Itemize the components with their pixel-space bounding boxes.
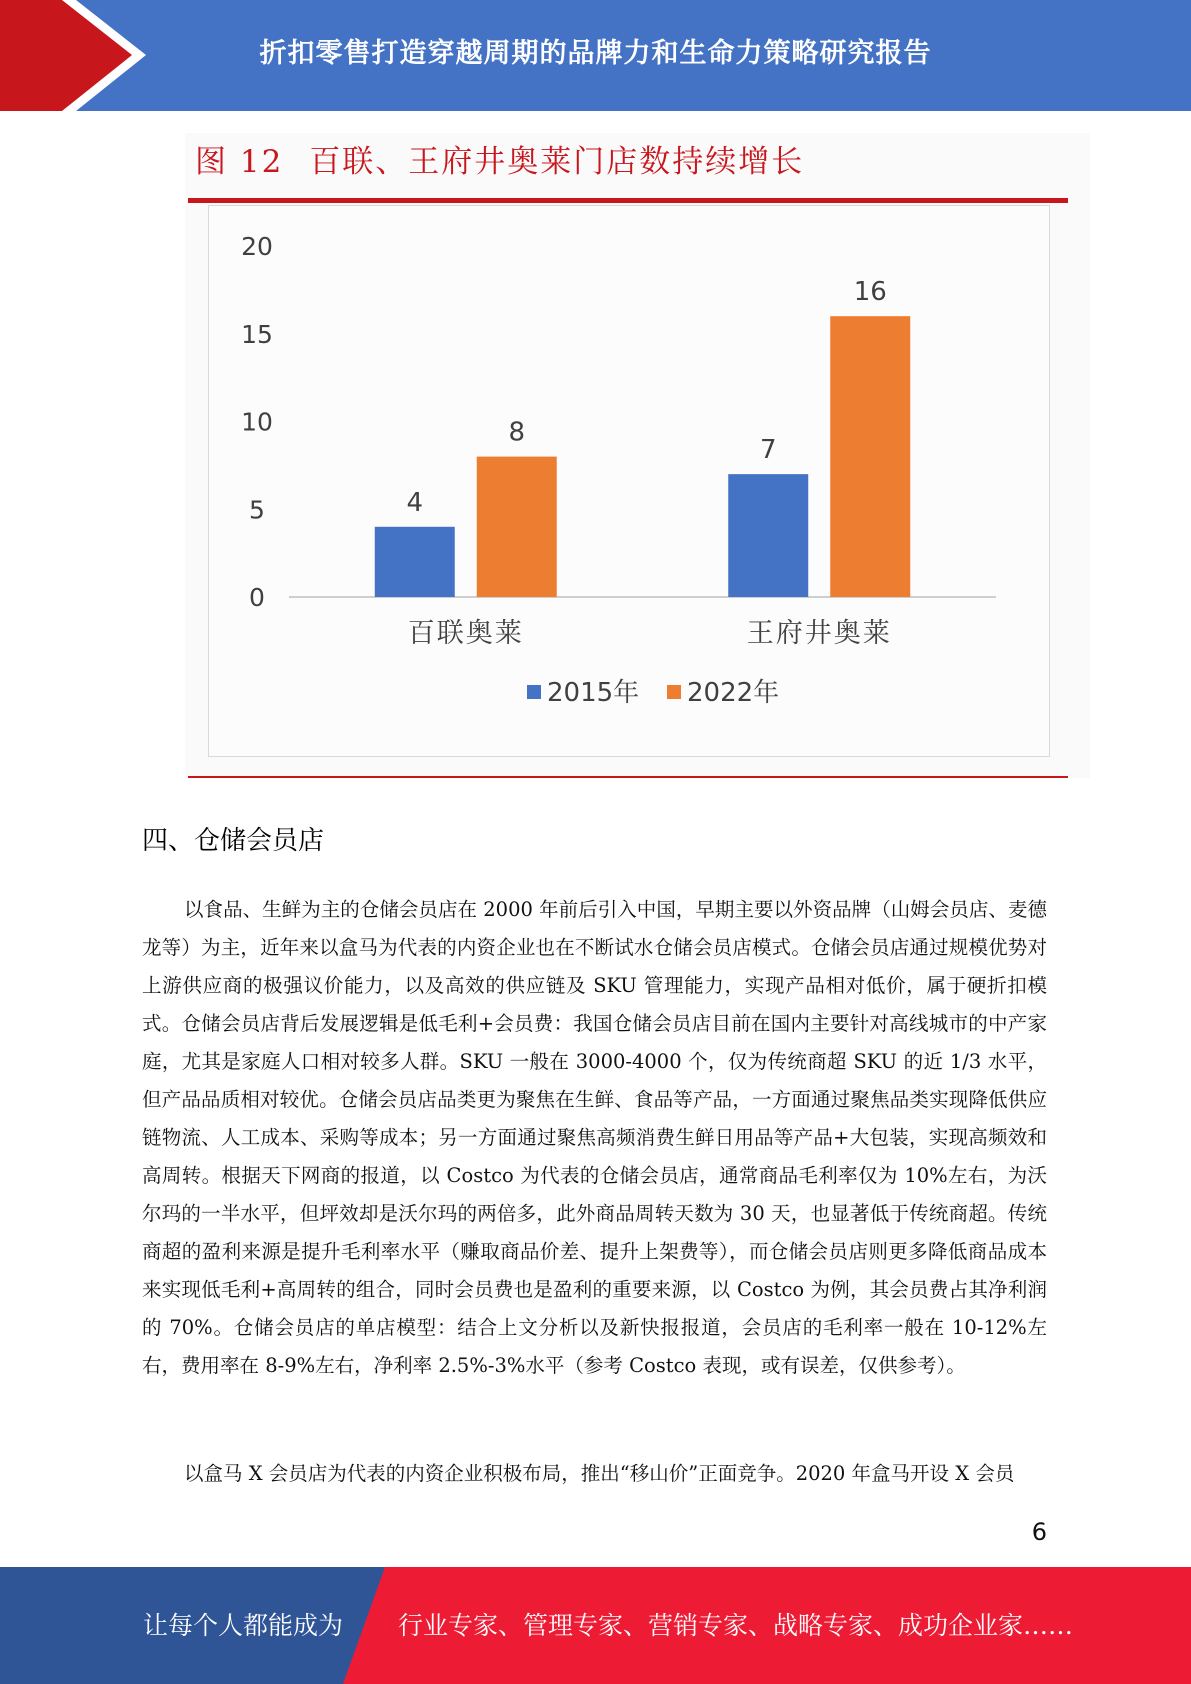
- legend-label: 2022年: [687, 678, 780, 708]
- figure-bottom-rule: [188, 776, 1068, 778]
- body-paragraph-2: 以盒马 X 会员店为代表的内资企业积极布局，推出“移山价”正面竞争。2020 年盒马开设 X 会员: [184, 1462, 1015, 1485]
- figure-caption: [195, 139, 804, 185]
- page-number: 6: [1031, 1518, 1047, 1546]
- figure-top-rule: [188, 198, 1068, 203]
- section-heading: 四、仓储会员店: [142, 826, 325, 856]
- x-category-label: 百联奥莱: [407, 618, 524, 649]
- bar: [728, 474, 808, 597]
- y-tick-label: 20: [241, 232, 273, 261]
- footer-slogan-right: 行业专家、管理专家、营销专家、战略专家、成功企业家……: [398, 1611, 1074, 1640]
- bar-chart-svg: [209, 206, 1049, 756]
- y-tick-label: 15: [241, 319, 273, 349]
- y-tick-label: 0: [249, 583, 265, 612]
- legend-label: 2015年: [547, 678, 640, 708]
- footer-slogan-left: 让每个人都能成为: [143, 1611, 344, 1640]
- bar-chart: [208, 205, 1050, 757]
- figure-title: 百联、王府井奥莱门店数持续增长: [309, 144, 805, 180]
- figure-number: 图 12: [195, 144, 284, 180]
- y-tick-label: 10: [241, 407, 273, 437]
- figure-12: [185, 133, 1090, 778]
- footer-banner: [0, 1567, 1191, 1684]
- report-title: 折扣零售打造穿越周期的品牌力和生命力策略研究报告: [259, 37, 932, 69]
- bar-data-label: 8: [508, 417, 526, 448]
- report-header: [0, 0, 1191, 111]
- y-tick-label: 5: [249, 495, 265, 525]
- bar: [830, 316, 910, 597]
- legend-swatch: [667, 685, 681, 699]
- body-paragraph-1: 以食品、生鲜为主的仓储会员店在 2000 年前后引入中国，早期主要以外资品牌（山姆会员店、麦德龙等）为主，近年来以盒马为代表的内资企业也在不断试水仓储会员店模式。仓储会员店通过规模优势对上游供应商的极强议价能力，以及高效的供应链及 SKU 管理能力，实现产品相对低价，属于硬折扣模式。仓储会员店背后发展逻辑是低毛利+会员费：我国仓储会员店目前在国内主要针对高线城市的中产家庭，尤其是家庭人口相对较多人群。SKU 一般在 3000-4000 个，仅为传统商超 SKU 的近 1/3 水平，但产品品质相对较优。仓储会员店品类更为聚焦在生鲜、食品等产品，一方面通过聚焦品类实现降低供应链物流、人工成本、采购等成本；另一方面通过聚焦高频消费生鲜日用品等产品+大包装，实现高频效和高周转。根据天下网商的报道，以 Costco 为代表的仓储会员店，通常商品毛利率仅为 10%左右，为沃尔玛的一半水平，但坪效却是沃尔玛的两倍多，此外商品周转天数为 30 天，也显著低于传统商超。传统商超的盈利来源是提升毛利率水平（赚取商品价差、提升上架费等），而仓储会员店则更多降低商品成本来实现低毛利+高周转的组合，同时会员费也是盈利的重要来源，以 Costco 为例，其会员费占其净利润的 70%。仓储会员店的单店模型：结合上文分析以及新快报报道，会员店的毛利率一般在 10-12%左右，费用率在 8-9%左右，净利率 2.5%-3%水平（参考 Costco 表现，或有误差，仅供参考）。: [142, 898, 1047, 1377]
- bar: [477, 457, 557, 597]
- legend-swatch: [527, 685, 541, 699]
- bar-data-label: 4: [406, 487, 424, 518]
- bar-data-label: 7: [759, 435, 777, 466]
- bar: [375, 527, 455, 597]
- x-category-label: 王府井奥莱: [746, 618, 892, 649]
- bar-data-label: 16: [853, 277, 887, 308]
